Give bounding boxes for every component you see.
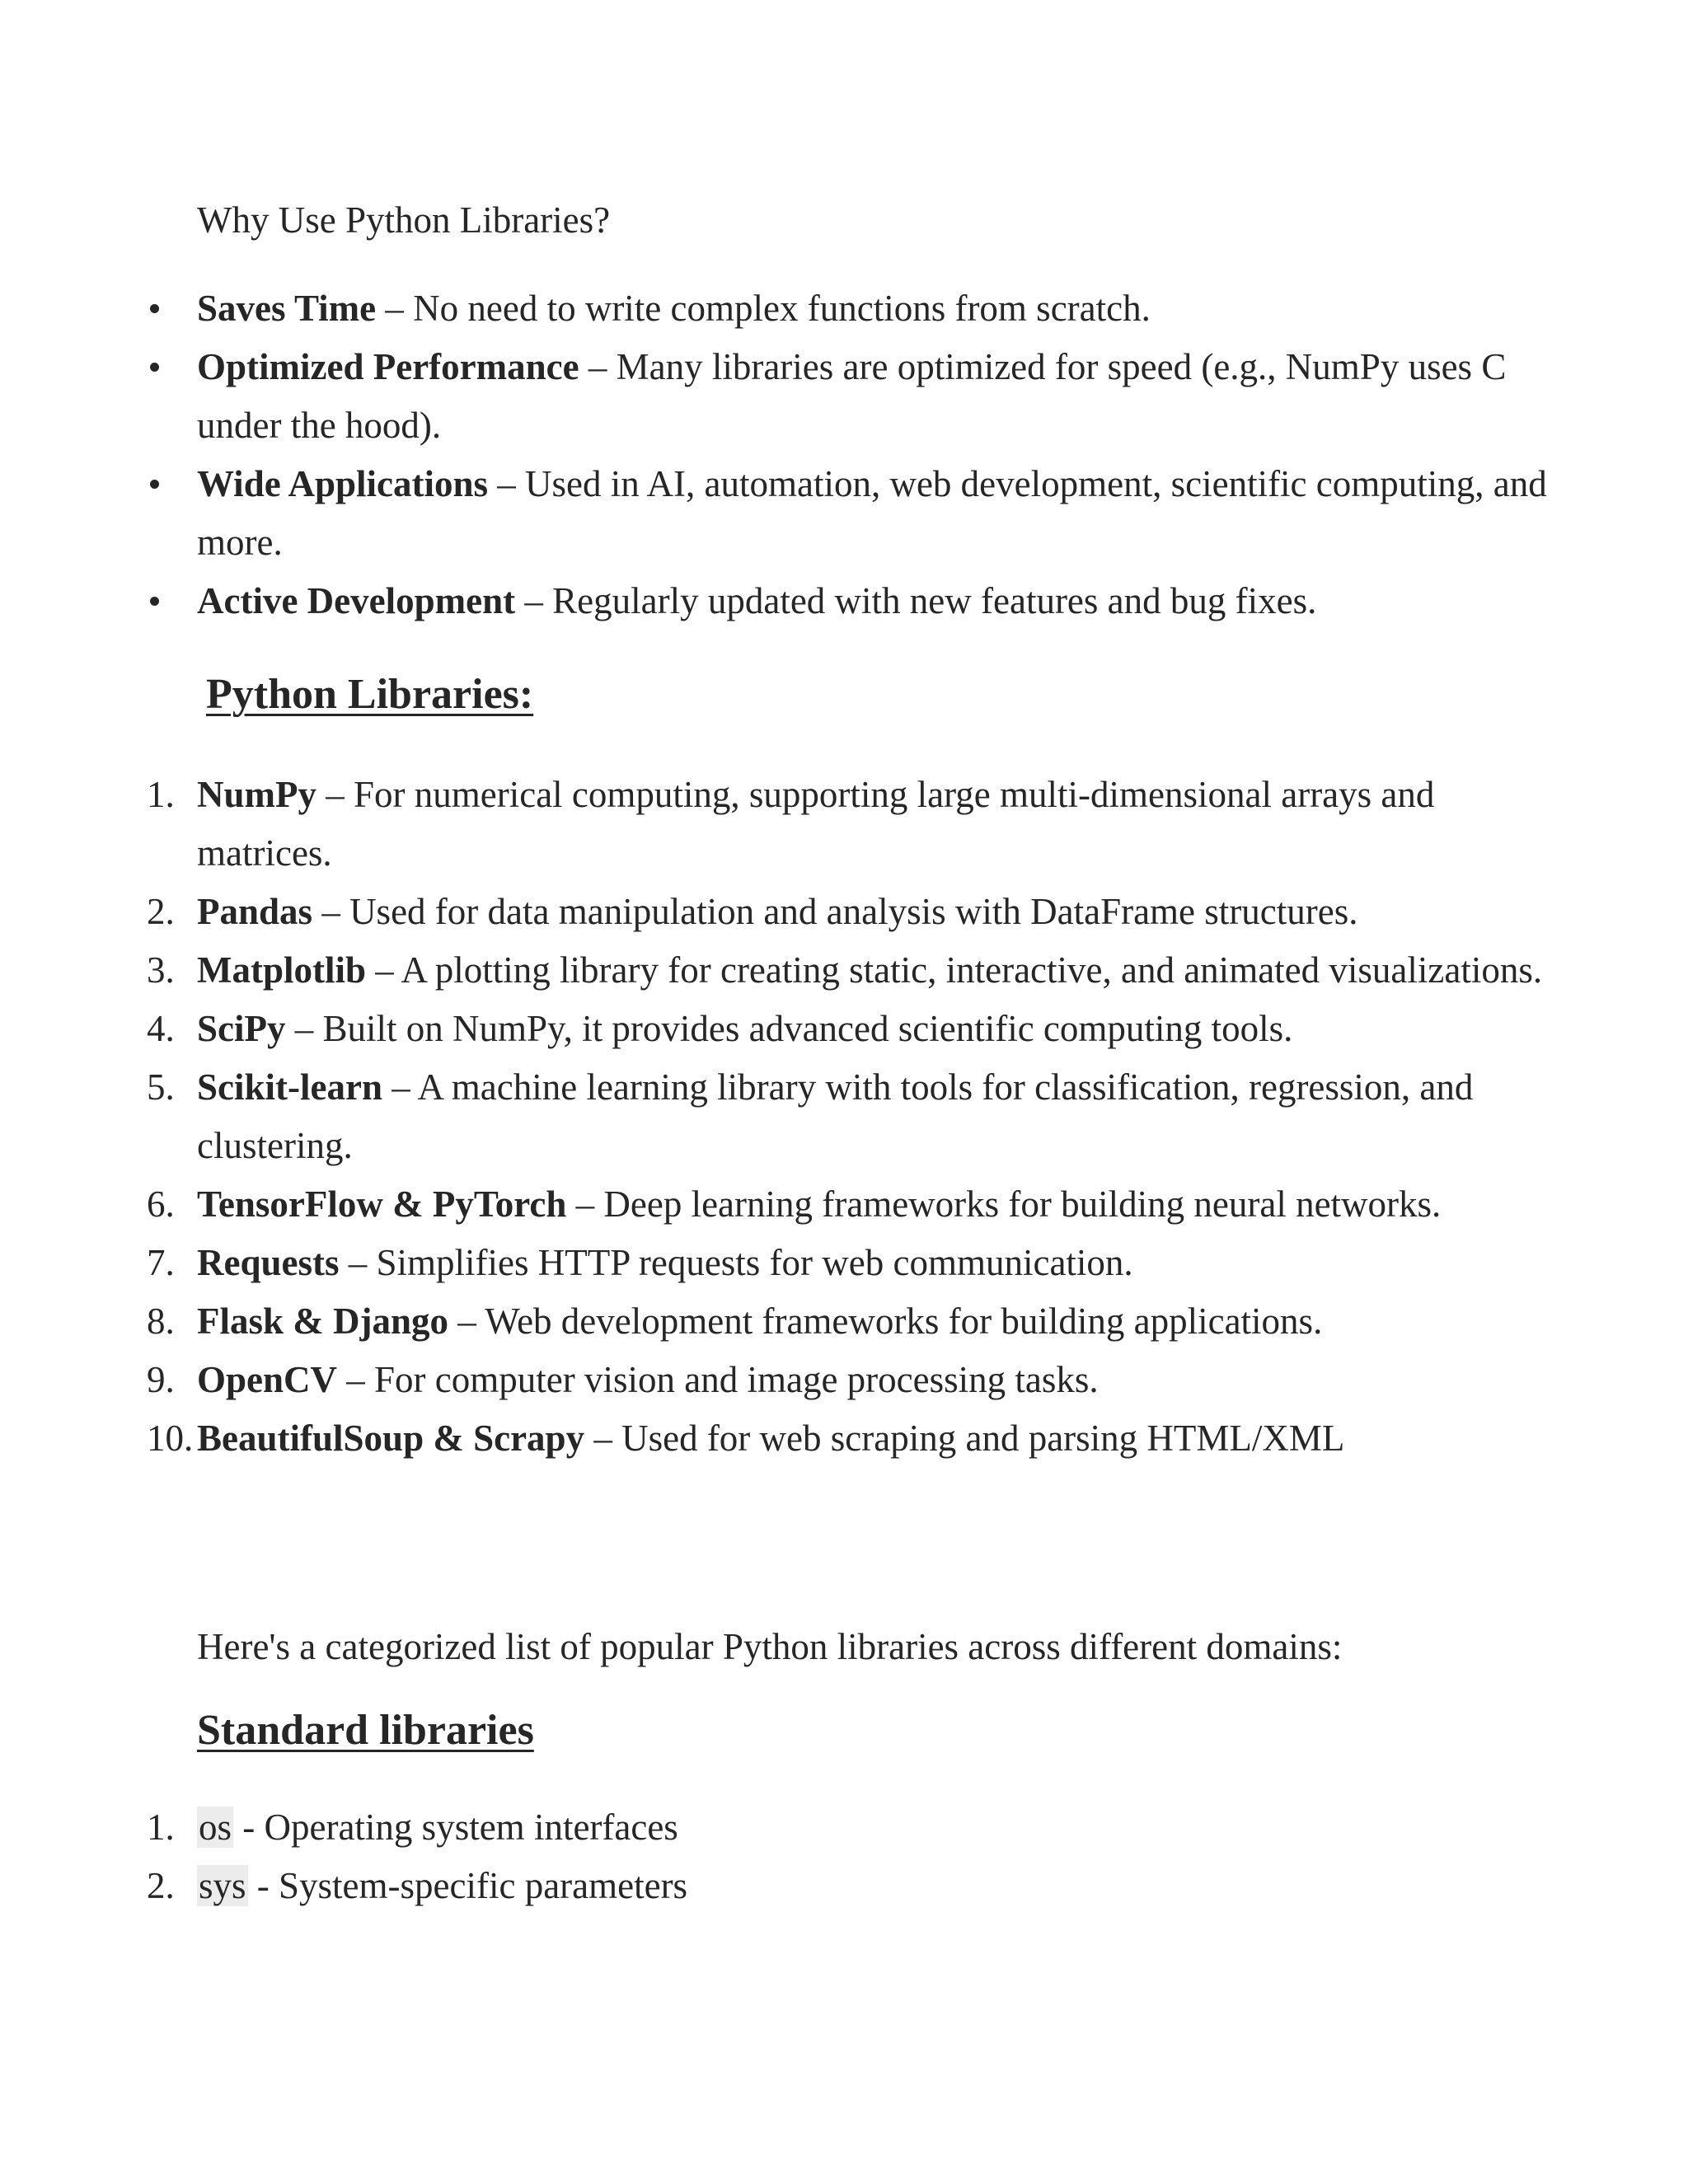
list-item bbox=[0, 1175, 1550, 1234]
item-number: 1. bbox=[147, 1807, 175, 1848]
list-item bbox=[0, 1058, 1550, 1175]
library-name: SciPy bbox=[197, 1008, 286, 1049]
item-number: 6. bbox=[147, 1183, 175, 1225]
list-item bbox=[0, 1857, 1550, 1915]
library-desc: – A machine learning library with tools for classification, regression, and clustering. bbox=[197, 1066, 1474, 1166]
item-number: 4. bbox=[147, 1008, 175, 1049]
list-item bbox=[0, 1292, 1550, 1351]
categorized-note: Here's a categorized list of popular Python libraries across different domains: bbox=[197, 1626, 1343, 1667]
item-number: 8. bbox=[147, 1301, 175, 1342]
library-name: Scikit-learn bbox=[197, 1066, 382, 1108]
item-number: 10. bbox=[147, 1418, 194, 1459]
list-item bbox=[0, 941, 1550, 1000]
bullet-icon bbox=[150, 480, 159, 489]
module-desc: - Operating system interfaces bbox=[233, 1807, 678, 1848]
list-item bbox=[0, 572, 1550, 630]
intro-heading: Why Use Python Libraries? bbox=[197, 199, 611, 241]
list-item bbox=[0, 279, 1550, 338]
item-number: 2. bbox=[147, 891, 175, 932]
library-desc: – For numerical computing, supporting large multi-dimensional arrays and matrices. bbox=[197, 774, 1435, 874]
item-number: 3. bbox=[147, 949, 175, 991]
list-item bbox=[0, 1000, 1550, 1058]
library-name: Requests bbox=[197, 1242, 340, 1283]
library-name: Matplotlib bbox=[197, 949, 367, 991]
bullet-icon bbox=[150, 363, 159, 372]
benefit-desc: – Many libraries are optimized for speed (e.g., NumPy uses C under the hood). bbox=[197, 346, 1507, 446]
library-desc: – Deep learning frameworks for building neural networks. bbox=[566, 1183, 1442, 1225]
standard-libraries-list bbox=[0, 1798, 1550, 1915]
library-desc: – A plotting library for creating static, interactive, and animated visualizations. bbox=[366, 949, 1543, 991]
list-item bbox=[0, 1234, 1550, 1292]
library-name: TensorFlow & PyTorch bbox=[197, 1183, 567, 1225]
list-item bbox=[0, 766, 1550, 883]
python-libraries-title: Python Libraries: bbox=[206, 671, 534, 718]
list-item bbox=[0, 455, 1550, 572]
library-name: NumPy bbox=[197, 774, 316, 815]
list-item bbox=[0, 1798, 1550, 1857]
library-name: Flask & Django bbox=[197, 1301, 449, 1342]
item-number: 9. bbox=[147, 1359, 175, 1400]
python-libraries-list bbox=[0, 766, 1550, 1468]
item-number: 1. bbox=[147, 774, 175, 815]
module-desc: - System-specific parameters bbox=[247, 1865, 688, 1906]
bullet-icon bbox=[150, 304, 159, 313]
list-item bbox=[0, 883, 1550, 941]
benefit-term: Wide Applications bbox=[197, 463, 489, 504]
library-name: Pandas bbox=[197, 891, 313, 932]
list-item bbox=[0, 1409, 1550, 1468]
benefit-desc: – Used in AI, automation, web development, scientific computing, and more. bbox=[197, 463, 1547, 563]
list-item bbox=[0, 1351, 1550, 1409]
library-desc: – Used for web scraping and parsing HTML/XML bbox=[584, 1418, 1345, 1459]
library-desc: – Web development frameworks for building applications. bbox=[448, 1301, 1323, 1342]
module-name: sys bbox=[199, 1865, 246, 1906]
benefit-term: Active Development bbox=[197, 580, 516, 621]
module-name: os bbox=[199, 1807, 232, 1848]
library-name: OpenCV bbox=[197, 1359, 338, 1400]
benefits-list bbox=[0, 279, 1550, 630]
standard-libraries-title: Standard libraries bbox=[197, 1707, 534, 1754]
item-number: 2. bbox=[147, 1865, 175, 1906]
library-desc: – For computer vision and image processing tasks. bbox=[337, 1359, 1099, 1400]
library-desc: – Built on NumPy, it provides advanced scientific computing tools. bbox=[285, 1008, 1293, 1049]
library-desc: – Simplifies HTTP requests for web communication. bbox=[339, 1242, 1133, 1283]
library-desc: – Used for data manipulation and analysis with DataFrame structures. bbox=[312, 891, 1358, 932]
library-name: BeautifulSoup & Scrapy bbox=[197, 1418, 585, 1459]
list-item bbox=[0, 338, 1550, 455]
benefit-desc: – Regularly updated with new features and bug fixes. bbox=[515, 580, 1317, 621]
item-number: 7. bbox=[147, 1242, 175, 1283]
benefit-term: Saves Time bbox=[197, 288, 377, 329]
item-number: 5. bbox=[147, 1066, 175, 1108]
bullet-icon bbox=[150, 597, 159, 606]
benefit-term: Optimized Performance bbox=[197, 346, 579, 387]
benefit-desc: – No need to write complex functions from scratch. bbox=[376, 288, 1151, 329]
